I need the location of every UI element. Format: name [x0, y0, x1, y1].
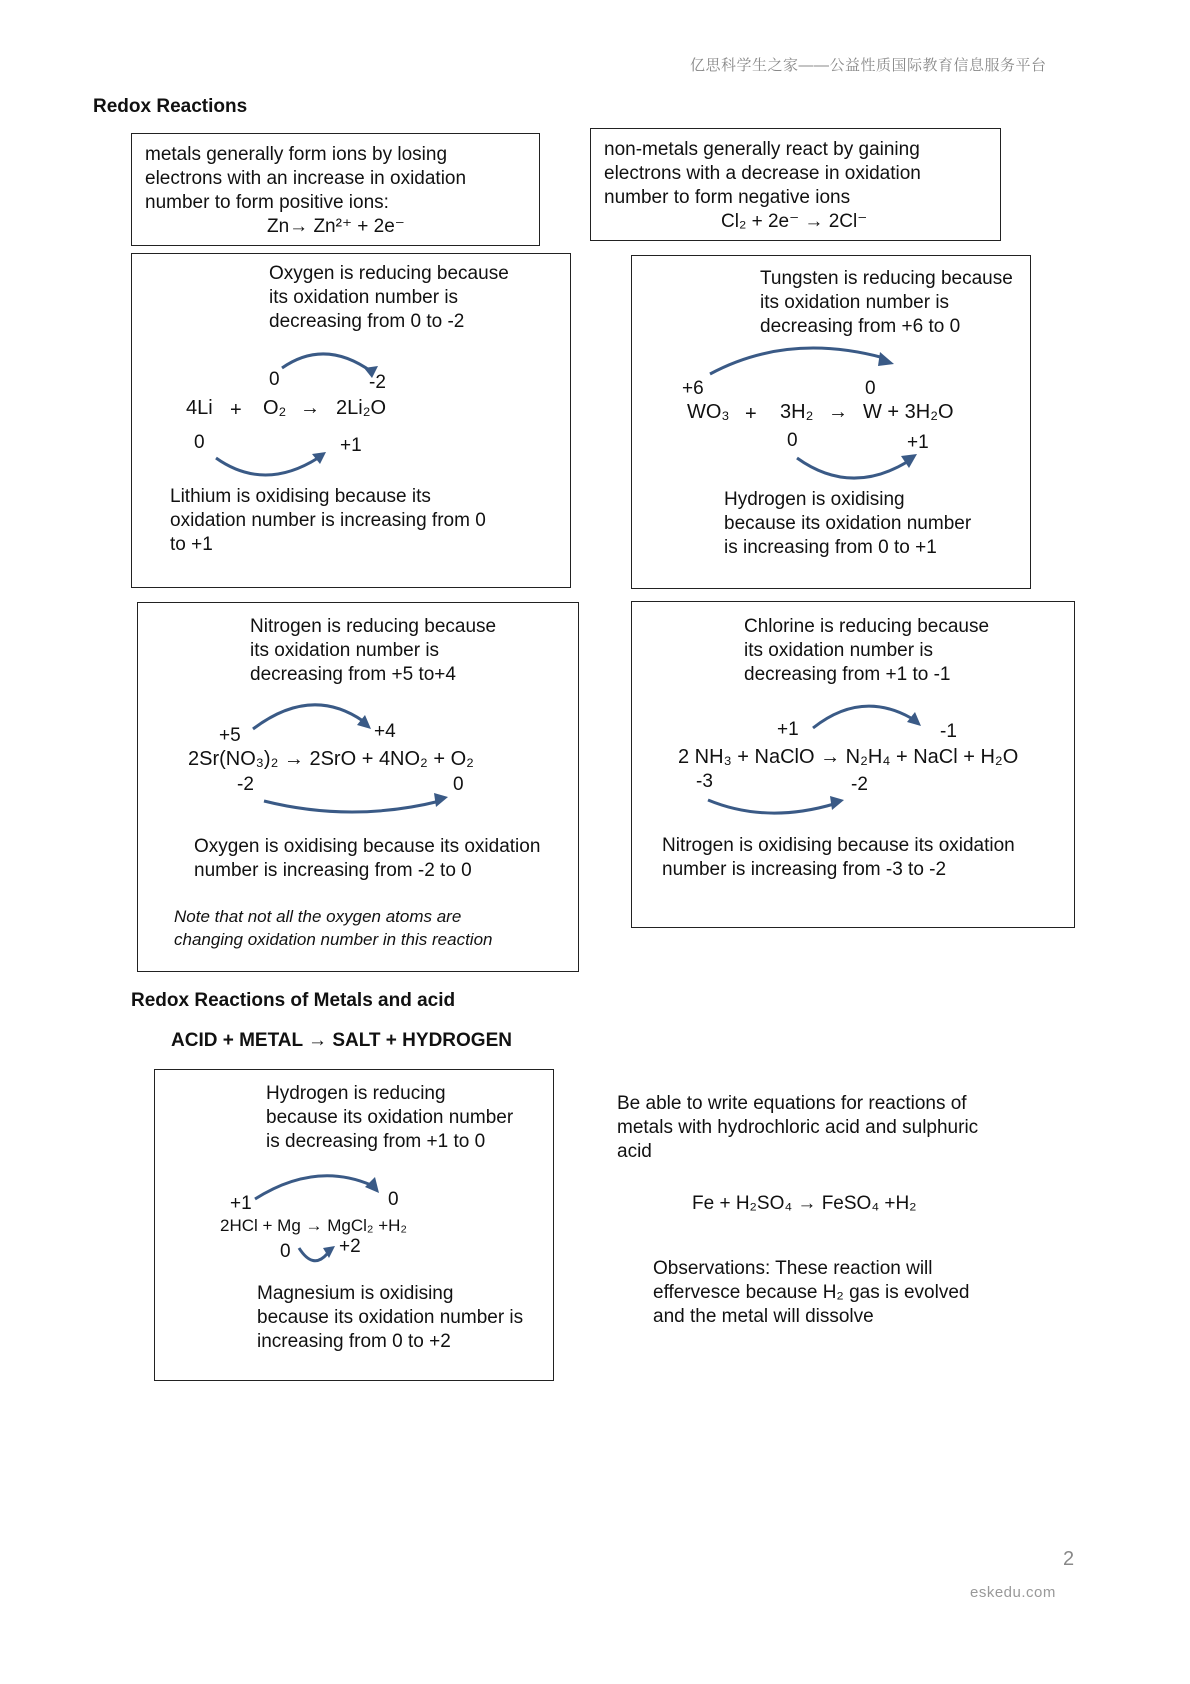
li-bottom-line-3: to +1 [170, 534, 213, 555]
li-top-line-3: decreasing from 0 to -2 [269, 311, 465, 332]
n-top-line-2: its oxidation number is [250, 640, 440, 661]
cl-top-line-3: decreasing from +1 to -1 [744, 664, 951, 685]
metals-box [131, 133, 540, 246]
n-bottom-line-2: number is increasing from -2 to 0 [194, 860, 472, 881]
cl-bottom-line-2: number is increasing from -3 to -2 [662, 859, 947, 880]
right-line-3: acid [617, 1141, 652, 1162]
n-bottom-line-1: Oxygen is oxidising because its oxidation [194, 836, 541, 857]
w-top-line-1: Tungsten is reducing because [760, 268, 1013, 289]
reduction-arrow [251, 699, 391, 739]
n-top-line-1: Nitrogen is reducing because [250, 616, 497, 637]
obs-line-1: Observations: These reaction will [653, 1258, 933, 1279]
cl-bot-right-num: -2 [851, 774, 868, 795]
w-bot-right-num: +1 [907, 432, 929, 453]
metals-line-2: electrons with an increase in oxidation [145, 168, 467, 189]
n-top-right-num: +4 [374, 721, 396, 742]
n-bot-left-num: -2 [237, 774, 254, 795]
li-bot-left-num: 0 [194, 432, 205, 453]
li-bottom-line-2: oxidation number is increasing from 0 [170, 510, 486, 531]
w-top-right-num: 0 [865, 378, 876, 399]
n-bot-right-num: 0 [453, 774, 464, 795]
li-top-line-1: Oxygen is reducing because [269, 263, 509, 284]
oxidation-arrow [262, 791, 462, 821]
w-top-line-3: decreasing from +6 to 0 [760, 316, 961, 337]
w-bottom-line-3: is increasing from 0 to +1 [724, 537, 937, 558]
mg-bottom-line-1: Magnesium is oxidising [257, 1283, 454, 1304]
metals-line-3: number to form positive ions: [145, 192, 389, 213]
oxidation-arrow [214, 450, 334, 490]
mg-top-line-3: is decreasing from +1 to 0 [266, 1131, 486, 1152]
n-top-left-num: +5 [219, 725, 241, 746]
cl-top-line-1: Chlorine is reducing because [744, 616, 990, 637]
cl-bot-left-num: -3 [696, 771, 713, 792]
oxidation-arrow [706, 794, 856, 824]
w-eq-b: 3H₂ [780, 401, 814, 423]
reduction-arrow [708, 342, 898, 382]
w-bot-left-num: 0 [787, 430, 798, 451]
li-eq-c: 2Li₂O [336, 397, 387, 419]
li-bottom-line-1: Lithium is oxidising because its [170, 486, 431, 507]
nonmetals-line-1: non-metals generally react by gaining [604, 139, 920, 160]
footer-site: eskedu.com [970, 1584, 1056, 1601]
cl-bottom-line-1: Nitrogen is oxidising because its oxidation [662, 835, 1015, 856]
w-eq-arrow: → [828, 401, 848, 423]
li-top-left-num: 0 [269, 369, 280, 390]
nonmetals-box [590, 128, 1001, 241]
lithium-box [131, 253, 571, 588]
n-note-line-1: Note that not all the oxygen atoms are [174, 907, 462, 926]
li-eq-plus: + [230, 399, 242, 421]
obs-line-2: effervesce because H₂ gas is evolved [653, 1282, 970, 1303]
li-bot-right-num: +1 [340, 435, 362, 456]
header-text: 亿思科学生之家——公益性质国际教育信息服务平台 [690, 57, 1047, 74]
mg-top-right-num: 0 [388, 1189, 399, 1210]
mg-equation: 2HCl + Mg → MgCl₂ +H₂ [220, 1216, 408, 1235]
w-eq-a: WO₃ [687, 401, 730, 423]
w-bottom-line-1: Hydrogen is oxidising [724, 489, 905, 510]
metals-line-1: metals generally form ions by losing [145, 144, 448, 165]
oxidation-arrow [795, 452, 925, 492]
n-equation: 2Sr(NO₃)₂ → 2SrO + 4NO₂ + O₂ [188, 748, 474, 770]
li-top-line-2: its oxidation number is [269, 287, 459, 308]
reduction-arrow [253, 1173, 383, 1203]
w-top-line-2: its oxidation number is [760, 292, 950, 313]
reduction-arrow [280, 342, 380, 382]
li-top-right-num: -2 [369, 372, 386, 393]
nonmetals-line-3: number to form negative ions [604, 187, 851, 208]
mg-bottom-line-2: because its oxidation number is [257, 1307, 524, 1328]
nitrogen-box [137, 602, 579, 972]
mg-bottom-line-3: increasing from 0 to +2 [257, 1331, 451, 1352]
n-note-line-2: changing oxidation number in this reaction [174, 930, 493, 949]
chlorine-box [631, 601, 1075, 928]
metals-equation: Zn→ Zn²⁺ + 2e⁻ [267, 216, 405, 237]
right-line-2: metals with hydrochloric acid and sulphuric [617, 1117, 979, 1138]
nonmetals-line-2: electrons with a decrease in oxidation [604, 163, 921, 184]
mg-top-line-1: Hydrogen is reducing [266, 1083, 446, 1104]
right-line-1: Be able to write equations for reactions of [617, 1093, 967, 1114]
magnesium-box [154, 1069, 554, 1381]
oxidation-arrow [297, 1242, 347, 1272]
obs-line-3: and the metal will dissolve [653, 1306, 874, 1327]
cl-equation: 2 NH₃ + NaClO → N₂H₄ + NaCl + H₂O [678, 746, 1019, 768]
cl-top-right-num: -1 [940, 721, 957, 742]
general-equation: ACID + METAL → SALT + HYDROGEN [171, 1030, 512, 1051]
mg-top-left-num: +1 [230, 1193, 252, 1214]
mg-top-line-2: because its oxidation number [266, 1107, 514, 1128]
w-eq-c: W + 3H₂O [863, 401, 954, 423]
page-number: 2 [1063, 1548, 1075, 1570]
mg-bot-left-num: 0 [280, 1241, 291, 1262]
li-eq-a: 4Li [186, 397, 213, 419]
iron-equation: Fe + H₂SO₄ → FeSO₄ +H₂ [692, 1193, 917, 1214]
acid-section-title: Redox Reactions of Metals and acid [131, 990, 456, 1011]
nonmetals-equation: Cl₂ + 2e⁻ → 2Cl⁻ [721, 211, 868, 232]
w-bottom-line-2: because its oxidation number [724, 513, 972, 534]
page-title: Redox Reactions [93, 96, 248, 117]
w-eq-plus: + [745, 403, 757, 425]
w-top-left-num: +6 [682, 378, 704, 399]
cl-top-line-2: its oxidation number is [744, 640, 934, 661]
mg-bot-right-num: +2 [339, 1236, 361, 1257]
li-eq-arrow: → [300, 397, 320, 419]
cl-top-left-num: +1 [777, 719, 799, 740]
li-eq-b: O₂ [263, 397, 287, 419]
tungsten-box [631, 255, 1031, 589]
n-top-line-3: decreasing from +5 to+4 [250, 664, 456, 685]
reduction-arrow [811, 702, 931, 732]
